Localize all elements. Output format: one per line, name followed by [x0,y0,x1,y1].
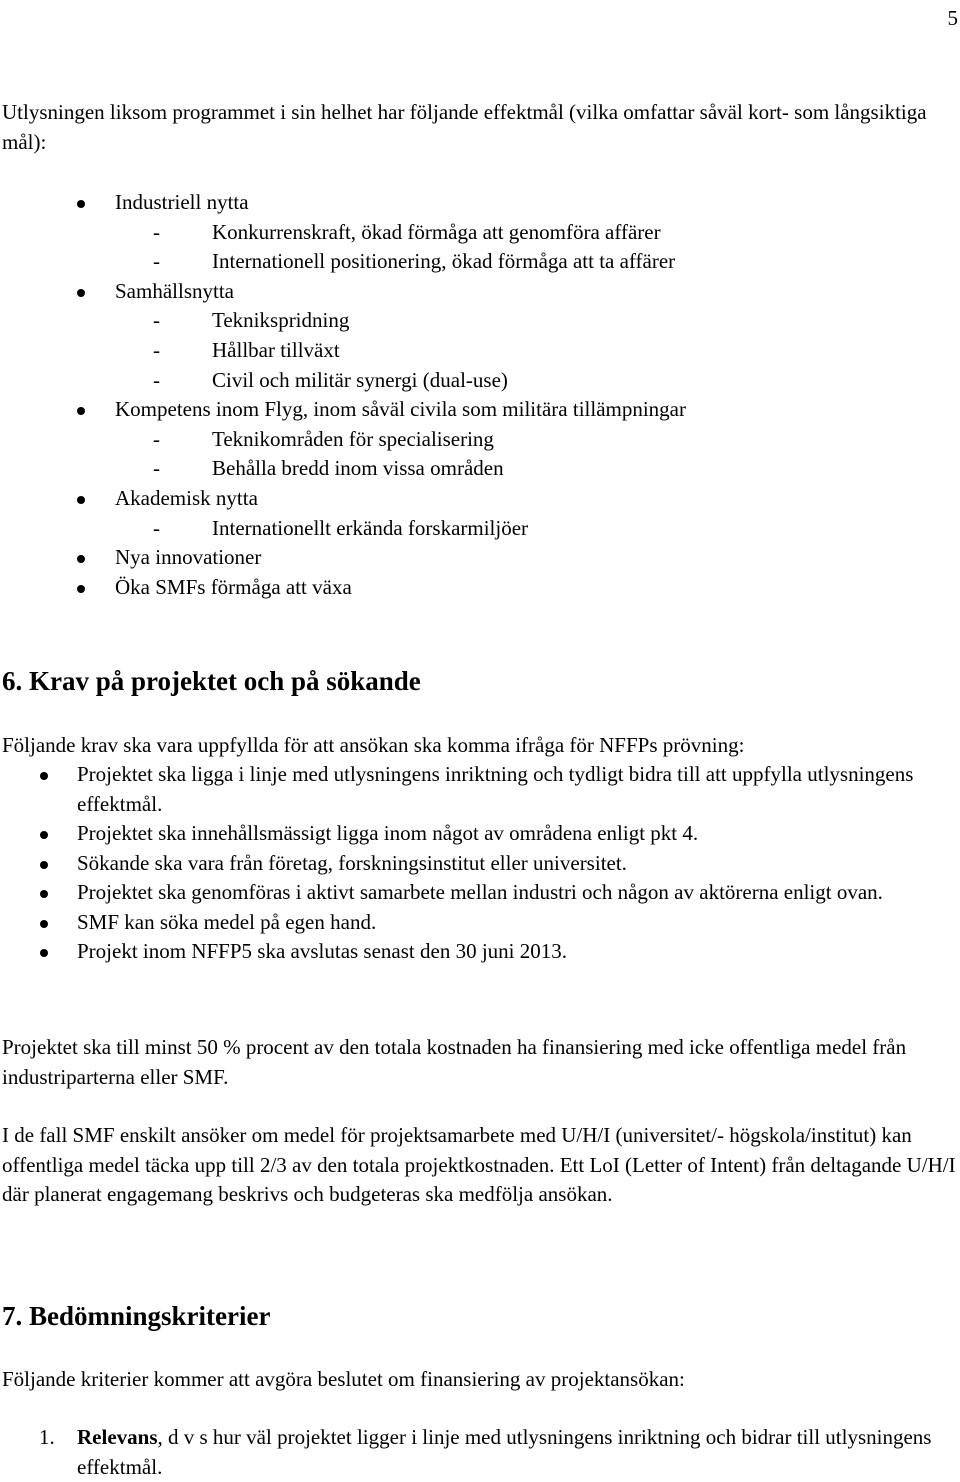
goal-subitem-label: Konkurrenskraft, ökad förmåga att genomföra affärer [212,219,661,244]
goal-item [0,395,960,425]
criterion-number: 1. [39,1425,55,1449]
goal-label: Akademisk nytta [115,485,258,510]
funding-paragraph: Projektet ska till minst 50 % procent av den totala kostnaden ha finansiering med icke offentliga medel från industriparterna eller SMF. [2,1035,907,1089]
criterion-item [0,1423,960,1482]
smf-paragraph: I de fall SMF enskilt ansöker om medel för projektsamarbete med U/H/I (universitet/- högskola/institut) kan offentliga medel täcka upp till 2/3 av den totala projektkostnaden. Ett LoI (Letter of Intent) från deltagande U/H/I där planerat engagemang beskrivs och budgeteras ska medfölja ansökan. [2,1123,956,1206]
dash-marker: - [153,219,160,244]
goal-label: Samhällsnytta [115,278,234,303]
bullet-icon [77,289,85,297]
bullet-icon [40,831,48,839]
requirement-item [0,878,960,908]
goal-subitem [0,425,960,455]
goal-list [0,188,960,602]
criterion-body [77,1423,957,1482]
requirement-text: Sökande ska vara från företag, forskningsinstitut eller universitet. [77,850,627,875]
bullet-icon [40,920,48,928]
goal-label: Nya innovationer [115,545,262,570]
bullet-icon [77,200,85,208]
criterion-text: , d v s hur väl projektet ligger i linje med utlysningens inriktning och bidrar till utlysningens effektmål. [77,1425,932,1479]
goal-subitem [0,366,960,396]
bullet-icon [40,890,48,898]
goal-subitem-label: Civil och militär synergi (dual-use) [212,367,508,392]
goal-subitem [0,218,960,248]
dash-marker: - [153,337,160,362]
goal-subitem [0,306,960,336]
section-6-heading: 6. Krav på projektet och på sökande [2,666,421,696]
requirement-text: SMF kan söka medel på egen hand. [77,909,377,934]
goal-item [0,188,960,218]
bullet-icon [40,861,48,869]
requirement-text: Projektet ska genomföras i aktivt samarbete mellan industri och någon av aktörerna enligt ovan. [77,880,883,904]
dash-marker: - [153,515,160,540]
bullet-icon [77,555,85,563]
requirement-text: Projektet ska ligga i linje med utlysningens inriktning och tydligt bidra till att uppfylla utlysningens effektmål. [77,762,914,816]
criteria-intro: Följande kriterier kommer att avgöra beslutet om finansiering av projektansökan: [2,1367,685,1391]
goal-item [0,484,960,514]
goal-label: Industriell nytta [115,190,249,214]
requirements-list [0,760,960,967]
requirement-item [0,819,960,849]
goal-subitem-label: Internationell positionering, ökad förmåga att ta affärer [212,249,676,274]
bullet-icon [77,407,85,415]
section-7-heading: 7. Bedömningskriterier [2,1301,271,1331]
goal-subitem [0,514,960,544]
goal-subitem [0,247,960,277]
requirement-item [0,937,960,967]
bullet-icon [77,496,85,504]
requirement-text: Projekt inom NFFP5 ska avslutas senast den 30 juni 2013. [77,939,567,963]
dash-marker: - [153,308,160,333]
page-number: 5 [947,6,958,30]
bullet-icon [77,585,85,593]
goal-label: Öka SMFs förmåga att växa [115,574,352,599]
goal-item [0,277,960,307]
dash-marker: - [153,426,160,451]
goal-subitem-label: Internationellt erkända forskarmiljöer [212,515,529,540]
dash-marker: - [153,249,160,274]
goal-subitem-label: Behålla bredd inom vissa områden [212,456,504,481]
dash-marker: - [153,367,160,392]
criteria-list [0,1423,960,1482]
goal-subitem [0,454,960,484]
goal-subitem-label: Teknikområden för specialisering [212,426,494,451]
goal-subitem-label: Teknikspridning [212,308,350,333]
requirement-text: Projektet ska innehållsmässigt ligga inom något av områdena enligt pkt 4. [77,821,699,845]
dash-marker: - [153,456,160,481]
goal-label: Kompetens inom Flyg, inom såväl civila som militära tillämpningar [115,397,686,422]
goal-item [0,543,960,573]
goal-subitem-label: Hållbar tillväxt [212,337,340,362]
requirements-intro: Följande krav ska vara uppfyllda för att ansökan ska komma ifråga för NFFPs prövning: [2,733,745,757]
requirement-item [0,849,960,879]
criterion-term: Relevans [77,1425,158,1449]
goal-subitem [0,336,960,366]
goal-item [0,573,960,603]
intro-paragraph: Utlysningen liksom programmet i sin helhet har följande effektmål (vilka omfattar såväl kort- som långsiktiga mål): [2,100,927,154]
bullet-icon [40,949,48,957]
requirement-item [0,908,960,938]
requirement-item [0,760,960,819]
bullet-icon [40,772,48,780]
